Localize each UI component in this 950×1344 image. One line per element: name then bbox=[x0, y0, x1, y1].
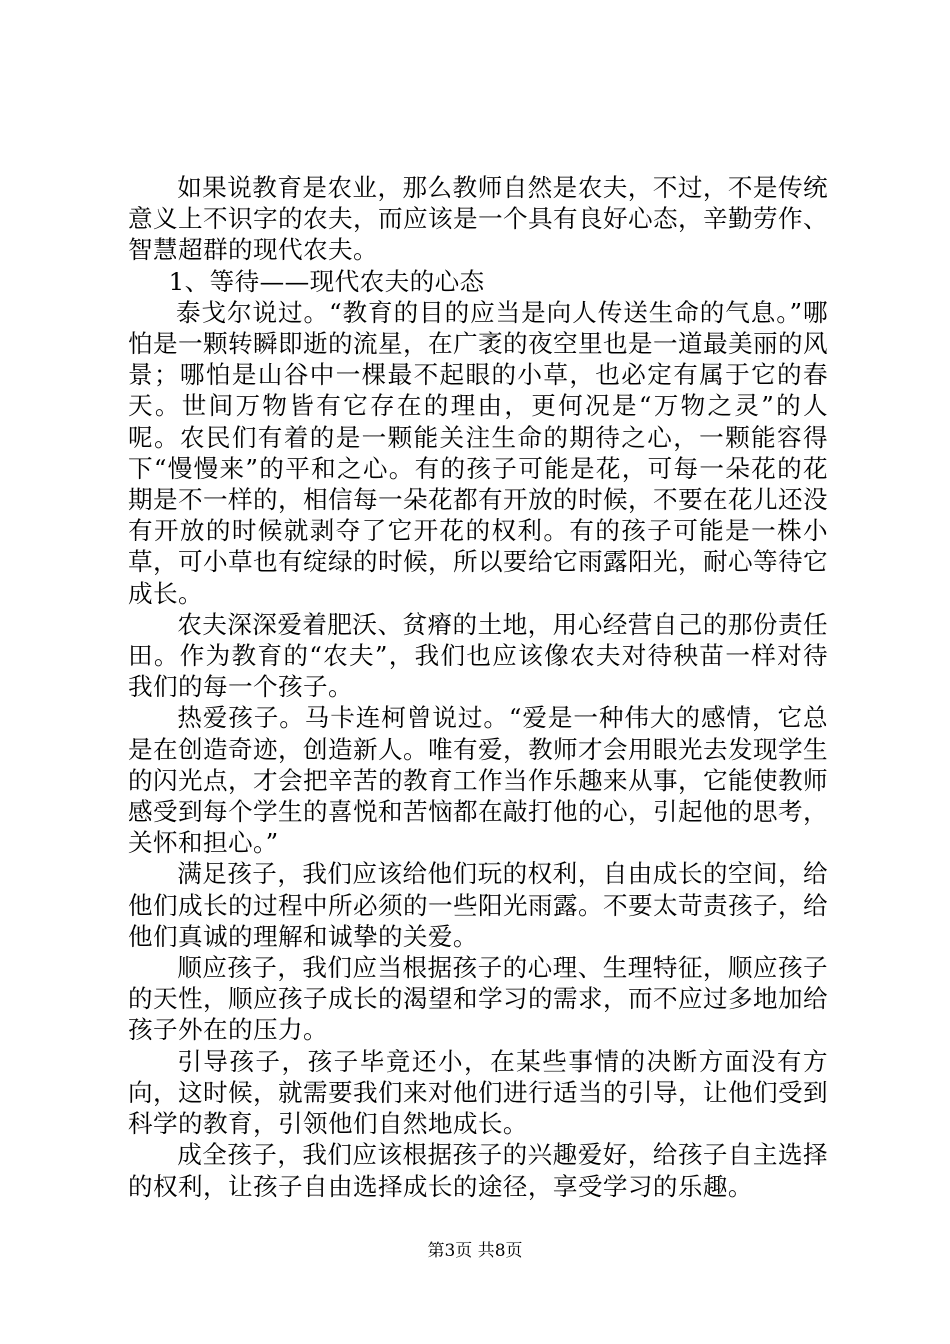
paragraph-follow-children: 顺应孩子，我们应当根据孩子的心理、生理特征，顺应孩子的天性，顺应孩子成长的渴望和学习的需求，而不应过多地加给孩子外在的压力。 bbox=[128, 953, 828, 1045]
paragraph-tagore: 泰戈尔说过。“教育的目的应当是向人传送生命的气息。”哪怕是一颗转瞬即逝的流星，在广袤的夜空里也是一道最美丽的风景；哪怕是山谷中一棵最不起眼的小草，也必定有属于它的春天。世间万物皆有它存在的理由，更何况是“万物之灵”的人呢。农民们有着的是一颗能关注生命的期待之心，一颗能容得下“慢慢来”的平和之心。有的孩子可能是花，可每一朵花的花期是不一样的，相信每一朵花都有开放的时候，不要在花儿还没有开放的时候就剥夺了它开花的权利。有的孩子可能是一株小草，可小草也有绽绿的时候，所以要给它雨露阳光，耐心等待它成长。 bbox=[128, 297, 828, 608]
paragraph-fulfill-children: 成全孩子，我们应该根据孩子的兴趣爱好，给孩子自主选择的权利，让孩子自由选择成长的途径，享受学习的乐趣。 bbox=[128, 1140, 828, 1201]
document-body bbox=[128, 172, 828, 1202]
paragraph-guide-children: 引导孩子，孩子毕竟还小，在某些事情的决断方面没有方向，这时候，就需要我们来对他们进行适当的引导，让他们受到科学的教育，引领他们自然地成长。 bbox=[128, 1046, 828, 1139]
section-heading-waiting: 1、等待——现代农夫的心态 bbox=[168, 266, 485, 296]
paragraph-intro: 如果说教育是农业，那么教师自然是农夫，不过，不是传统意义上不识字的农夫，而应该是一个具有良好心态，辛勤劳作、智慧超群的现代农夫。 bbox=[128, 173, 828, 265]
paragraph-farmer-land: 农夫深深爱着肥沃、贫瘠的土地，用心经营自己的那份责任田。作为教育的“农夫”，我们也应该像农夫对待秧苗一样对待我们的每一个孩子。 bbox=[128, 609, 828, 702]
paragraph-satisfy-children: 满足孩子，我们应该给他们玩的权利，自由成长的空间，给他们成长的过程中所必须的一些阳光雨露。不要太苛责孩子，给他们真诚的理解和诚挚的关爱。 bbox=[128, 859, 828, 951]
paragraph-love-children: 热爱孩子。马卡连柯曾说过。“爱是一种伟大的感情，它总是在创造奇迹，创造新人。唯有爱，教师才会用眼光去发现学生的闪光点，才会把辛苦的教育工作当作乐趣来从事，它能使教师感受到每个学生的喜悦和苦恼都在敲打他的心，引起他的思考，关怀和担心。” bbox=[128, 703, 828, 858]
page-number-footer: 第3页 共8页 bbox=[427, 1241, 523, 1261]
